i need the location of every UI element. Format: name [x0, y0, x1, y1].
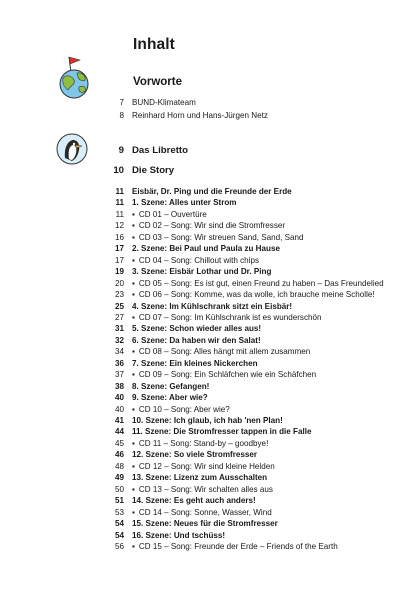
bullet-icon: ▪ — [132, 312, 135, 322]
entry-label: 12. Szene: So viele Stromfresser — [132, 450, 258, 460]
page-number: 38 — [114, 381, 124, 391]
entry-label: CD 13 – Song: Wir schalten alles aus — [138, 484, 273, 494]
entry-text — [132, 243, 280, 255]
page-number: 11 — [115, 187, 124, 196]
page-number: 37 — [114, 370, 124, 380]
entry-label: 16. Szene: Und tschüss! — [132, 530, 226, 540]
entry-text: Reinhard Horn und Hans-Jürgen Netz — [132, 111, 268, 120]
page-number: 36 — [114, 358, 124, 368]
section-heading-vorworte: Vorworte — [133, 76, 182, 88]
entry-text — [132, 438, 268, 450]
entry-text — [132, 255, 259, 267]
entry-text — [132, 186, 292, 198]
entry-text — [132, 495, 256, 507]
entry-text — [132, 484, 273, 496]
entry-text: Das Libretto — [132, 145, 188, 156]
page-number: 31 — [114, 324, 124, 334]
entry-label: CD 11 – Song: Stand-by – goodbye! — [138, 438, 269, 448]
page-number: 20 — [114, 278, 124, 288]
entry-text — [132, 209, 207, 221]
entry-label: 3. Szene: Eisbär Lothar und Dr. Ping — [132, 267, 272, 277]
bullet-icon: ▪ — [132, 290, 135, 300]
entry-text — [132, 369, 316, 381]
page-number: 9 — [118, 145, 124, 156]
entry-label: Eisbär, Dr. Ping und die Freunde der Erde — [132, 187, 292, 196]
entry-text — [132, 289, 375, 301]
entry-text — [132, 381, 209, 393]
page-number: 27 — [114, 312, 124, 322]
page-number: 8 — [119, 111, 124, 120]
bullet-icon: ▪ — [132, 232, 135, 242]
entry-label: CD 02 – Song: Wir sind die Stromfresser — [138, 221, 286, 231]
entry-text — [132, 197, 237, 209]
entry-text: Die Story — [132, 165, 175, 176]
entry-text — [132, 404, 230, 416]
bullet-icon: ▪ — [132, 461, 135, 471]
entry-label: 14. Szene: Es geht auch anders! — [132, 496, 256, 506]
entry-text — [132, 346, 310, 358]
entry-label: 7. Szene: Ein kleines Nickerchen — [132, 358, 258, 368]
penguin-portrait-icon — [56, 133, 88, 165]
entry-label: CD 15 – Song: Freunde der Erde – Friends of the Earth — [138, 542, 338, 551]
page-number: 19 — [114, 267, 124, 277]
entry-label: CD 07 – Song: Im Kühlschrank ist es wunderschön — [138, 312, 322, 322]
entry-label: 1. Szene: Alles unter Strom — [132, 198, 237, 208]
entry-label: CD 09 – Song: Ein Schläfchen wie ein Schäfchen — [138, 370, 317, 380]
page-number: 45 — [114, 438, 124, 448]
entry-text — [132, 449, 257, 461]
entry-label: CD 14 – Song: Sonne, Wasser, Wind — [138, 507, 272, 517]
entry-label: 9. Szene: Aber wie? — [132, 393, 208, 403]
bullet-icon: ▪ — [132, 370, 135, 380]
page-number: 10 — [113, 165, 124, 176]
entry-text — [132, 472, 267, 484]
entry-text — [132, 335, 261, 347]
page-number: 53 — [114, 507, 124, 517]
page-number: 23 — [114, 290, 124, 300]
entry-label: 4. Szene: Im Kühlschrank sitzt ein Eisbär! — [132, 301, 293, 311]
entry-label: CD 01 – Ouvertüre — [138, 209, 207, 219]
entry-text — [132, 312, 322, 324]
page-number: 34 — [114, 347, 124, 357]
page-number: 12 — [114, 221, 124, 231]
page-number: 25 — [114, 301, 124, 311]
entry-text — [132, 278, 384, 290]
entry-label: CD 04 – Song: Chillout with chips — [138, 255, 259, 265]
page-number: 50 — [114, 484, 124, 494]
entry-label: 6. Szene: Da haben wir den Salat! — [132, 335, 261, 345]
entry-text — [132, 266, 271, 278]
page-number: 17 — [114, 244, 124, 254]
entry-label: CD 05 – Song: Es ist gut, einen Freund zu haben – Das Freundelied — [138, 278, 384, 288]
bullet-icon: ▪ — [132, 278, 135, 288]
entry-label: CD 12 – Song: Wir sind kleine Helden — [138, 461, 275, 471]
entry-label: 2. Szene: Bei Paul und Paula zu Hause — [132, 244, 280, 254]
bullet-icon: ▪ — [132, 404, 135, 414]
entry-text — [132, 392, 208, 404]
entry-label: 13. Szene: Lizenz zum Ausschalten — [132, 473, 268, 483]
entry-text — [132, 461, 275, 473]
entry-text — [132, 232, 304, 244]
page-number: 49 — [114, 473, 124, 483]
page-number: 56 — [114, 542, 124, 551]
page-number: 54 — [114, 519, 124, 528]
page-number: 7 — [119, 98, 124, 107]
bullet-icon: ▪ — [132, 347, 135, 357]
entry-label: 8. Szene: Gefangen! — [132, 381, 210, 391]
entry-label: CD 10 – Song: Aber wie? — [138, 404, 230, 414]
entry-label: 10. Szene: Ich glaub, ich hab 'nen Plan! — [132, 416, 283, 425]
entry-text: BUND-Klimateam — [132, 98, 196, 107]
bullet-icon: ▪ — [132, 255, 135, 265]
globe-with-flag-icon — [52, 54, 96, 100]
entry-text — [132, 541, 338, 553]
entry-label: CD 06 – Song: Komme, was da wolle, ich brauche meine Scholle! — [138, 290, 375, 300]
page-number: 40 — [114, 404, 124, 414]
bullet-icon: ▪ — [132, 221, 135, 231]
page-number: 41 — [114, 416, 124, 425]
entry-label: CD 03 – Song: Wir streuen Sand, Sand, Sand — [138, 232, 304, 242]
entry-text — [132, 518, 278, 530]
page-number: 51 — [114, 496, 124, 506]
page-number: 11 — [115, 209, 124, 219]
page-number: 54 — [114, 530, 124, 540]
bullet-icon: ▪ — [132, 542, 135, 551]
entry-text — [132, 530, 225, 542]
page-number: 44 — [114, 427, 124, 437]
page-title: Inhalt — [133, 36, 175, 53]
entry-label: 11. Szene: Die Stromfresser tappen in die Falle — [132, 427, 312, 437]
page-number: 16 — [114, 232, 124, 242]
entry-label: 5. Szene: Schon wieder alles aus! — [132, 324, 262, 334]
bullet-icon: ▪ — [132, 438, 135, 448]
entry-text — [132, 507, 272, 519]
page-number: 48 — [114, 461, 124, 471]
page-number: 11 — [115, 198, 124, 208]
entry-text — [132, 323, 261, 335]
entry-text — [132, 415, 283, 427]
page-number: 17 — [114, 255, 124, 265]
bullet-icon: ▪ — [132, 484, 135, 494]
page-number: 40 — [114, 393, 124, 403]
page-number: 32 — [114, 335, 124, 345]
entry-text — [132, 220, 285, 232]
page-number: 46 — [114, 450, 124, 460]
entry-label: CD 08 – Song: Alles hängt mit allem zusammen — [138, 347, 311, 357]
bullet-icon: ▪ — [132, 507, 135, 517]
entry-text — [132, 426, 311, 438]
bullet-icon: ▪ — [132, 209, 135, 219]
entry-text — [132, 358, 258, 370]
entry-label: 15. Szene: Neues für die Stromfresser — [132, 519, 278, 528]
entry-text — [132, 301, 292, 313]
